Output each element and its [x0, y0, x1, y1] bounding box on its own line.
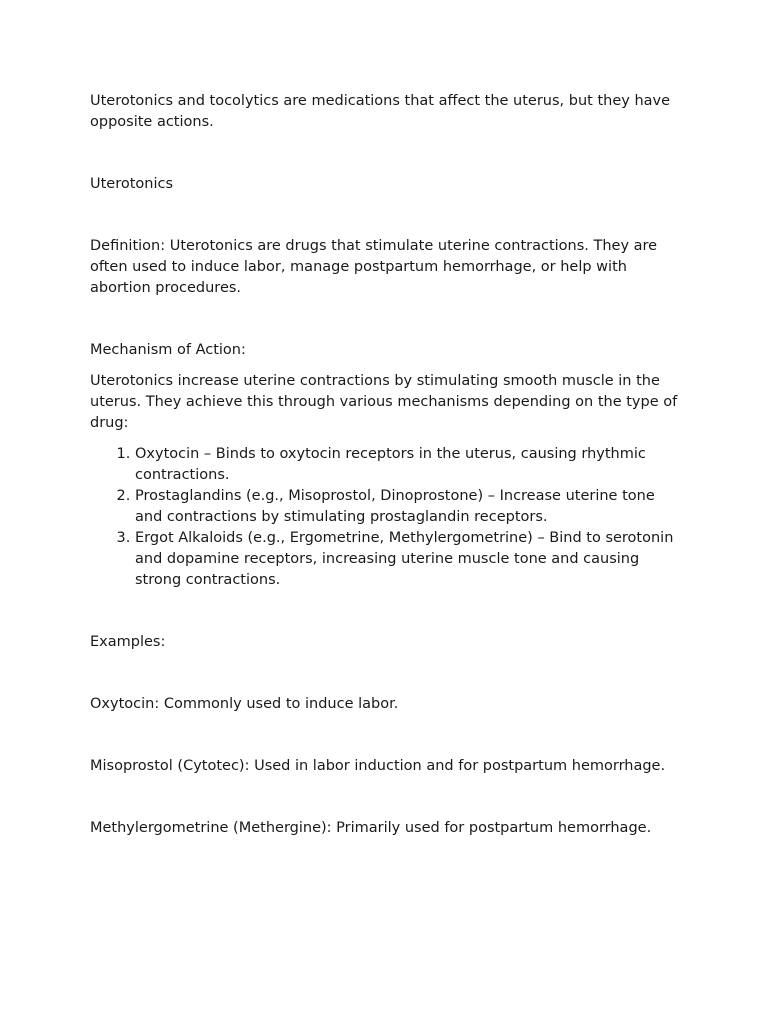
- example-oxytocin: Oxytocin: Commonly used to induce labor.: [90, 696, 399, 712]
- mechanism-list: [90, 444, 682, 591]
- section-heading-uterotonics: Uterotonics: [90, 176, 174, 192]
- document-page: [90, 91, 682, 839]
- examples-heading: Examples:: [90, 634, 166, 650]
- mechanism-paragraph: Uterotonics increase uterine contractions by stimulating smooth muscle in the uterus. They achieve this through various mechanisms depending on the type of drug:: [90, 373, 678, 431]
- intro-paragraph: Uterotonics and tocolytics are medications that affect the uterus, but they have opposite actions.: [90, 93, 671, 130]
- mechanism-list-item: 1. Oxytocin – Binds to oxytocin receptors in the uterus, causing rhythmic contractions.: [135, 444, 682, 486]
- mechanism-list-item: 2. Prostaglandins (e.g., Misoprostol, Dinoprostone) – Increase uterine tone and contractions by stimulating prostaglandin receptors.: [135, 486, 682, 528]
- mechanism-heading: Mechanism of Action:: [90, 342, 246, 358]
- example-misoprostol: Misoprostol (Cytotec): Used in labor induction and for postpartum hemorrhage.: [90, 758, 666, 774]
- example-methylergometrine: Methylergometrine (Methergine): Primarily used for postpartum hemorrhage.: [90, 820, 652, 836]
- mechanism-list-item: 3. Ergot Alkaloids (e.g., Ergometrine, Methylergometrine) – Bind to serotonin and dopamine receptors, increasing uterine muscle tone and causing strong contractions.: [135, 528, 682, 591]
- definition-paragraph: Definition: Uterotonics are drugs that stimulate uterine contractions. They are often used to induce labor, manage postpartum hemorrhage, or help with abortion procedures.: [90, 238, 658, 296]
